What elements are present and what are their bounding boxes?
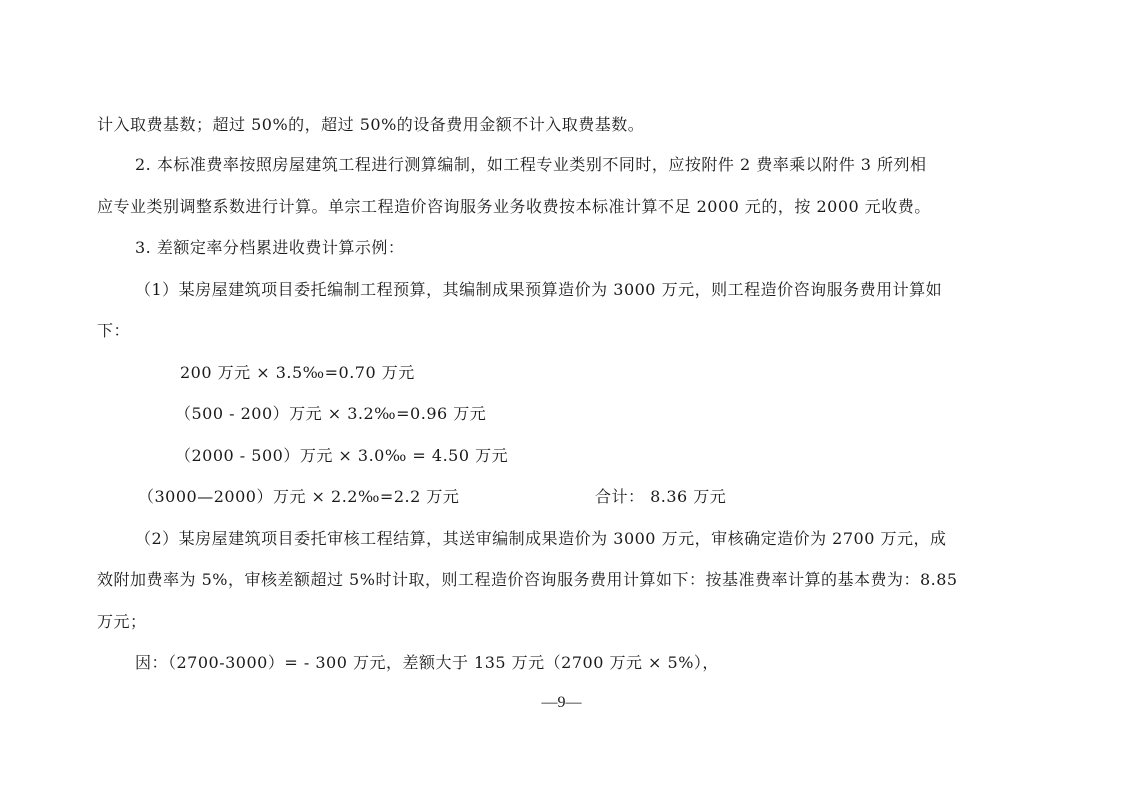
formula-line-2: （500 - 200）万元 × 3.2‰=0.96 万元 <box>175 404 487 423</box>
text-line-9: 万元； <box>97 612 147 631</box>
text-line-10: 因：（2700-3000）= - 300 万元，差额大于 135 万元（2700 万元 × 5%）， <box>135 653 719 672</box>
formula-line-1: 200 万元 × 3.5‰=0.70 万元 <box>180 363 415 382</box>
text-line-4: 3. 差额定率分档累进收费计算示例： <box>135 238 405 257</box>
text-line-1: 计入取费基数；超过 50%的，超过 50%的设备费用金额不计入取费基数。 <box>97 115 645 134</box>
formula-line-4-row <box>138 487 1018 507</box>
text-line-2: 2. 本标准费率按照房屋建筑工程进行测算编制，如工程专业类别不同时，应按附件 2 费率乘以附件 3 所列相 <box>135 155 927 174</box>
page-number: —9— <box>541 694 582 711</box>
text-line-3: 应专业类别调整系数进行计算。单宗工程造价咨询服务业务收费按本标准计算不足 2000 元的，按 2000 元收费。 <box>97 197 931 216</box>
total-amount: 合计： 8.36 万元 <box>595 487 727 506</box>
text-line-5: （1）某房屋建筑项目委托编制工程预算，其编制成果预算造价为 3000 万元，则工程造价咨询服务费用计算如 <box>135 280 943 299</box>
text-line-6: 下： <box>97 321 131 340</box>
formula-line-4: （3000—2000）万元 × 2.2‰=2.2 万元 <box>138 487 460 506</box>
text-line-7: （2）某房屋建筑项目委托审核工程结算，其送审编制成果造价为 3000 万元，审核确定造价为 2700 万元，成 <box>135 529 947 548</box>
formula-line-3: （2000 - 500）万元 × 3.0‰ = 4.50 万元 <box>175 446 509 465</box>
text-line-8: 效附加费率为 5%，审核差额超过 5%时计取，则工程造价咨询服务费用计算如下：按基准费率计算的基本费为：8.85 <box>97 570 958 589</box>
